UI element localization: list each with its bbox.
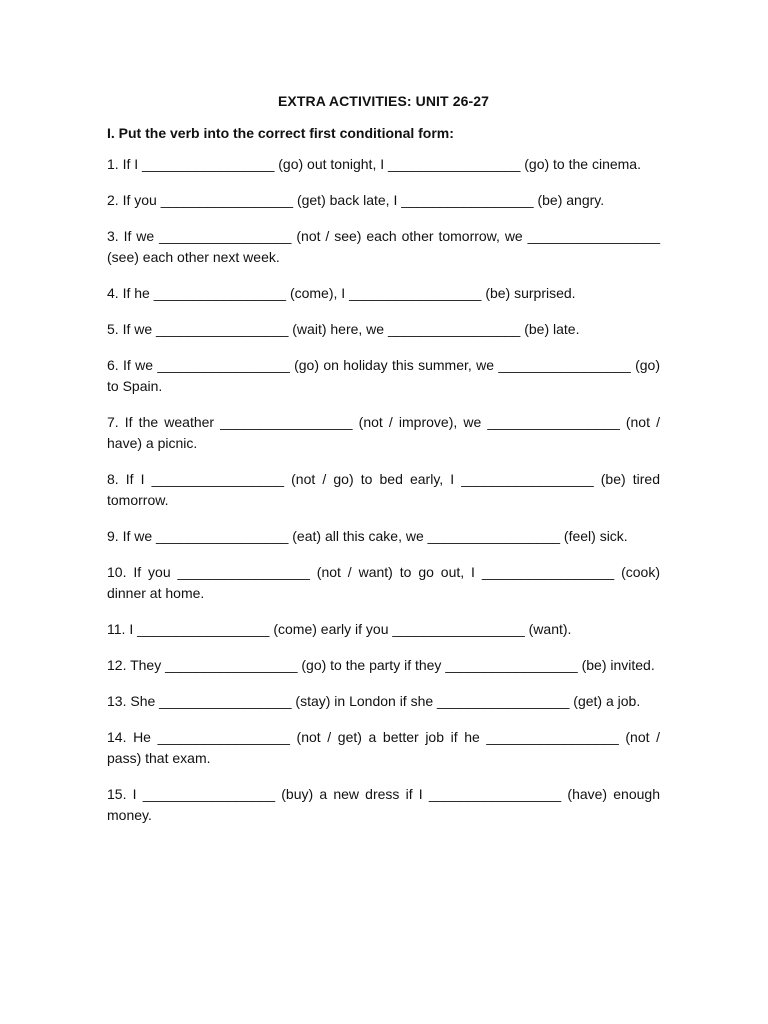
exercise-instruction: I. Put the verb into the correct first conditional form:	[107, 125, 454, 141]
worksheet-page	[107, 92, 660, 841]
worksheet-title: EXTRA ACTIVITIES: UNIT 26-27	[277, 93, 489, 109]
exercise-item-13: 13. She _________________ (stay) in London if she _________________ (get) a job.	[107, 693, 641, 709]
exercise-item-9: 9. If we _________________ (eat) all this cake, we _________________ (feel) sick.	[107, 528, 628, 544]
exercise-item-12: 12. They _________________ (go) to the party if they _________________ (be) invited.	[107, 657, 655, 673]
exercise-item-8: 8. If I _________________ (not / go) to bed early, I _________________ (be) tired tomorrow.	[107, 471, 660, 508]
exercise-item-2: 2. If you _________________ (get) back late, I _________________ (be) angry.	[107, 192, 605, 208]
exercise-item-6: 6. If we _________________ (go) on holiday this summer, we _________________ (go) to Spain.	[107, 357, 660, 394]
exercise-item-5: 5. If we _________________ (wait) here, we _________________ (be) late.	[107, 321, 580, 337]
exercise-item-14: 14. He _________________ (not / get) a better job if he _________________ (not / pass) that exam.	[107, 729, 660, 766]
exercise-item-1: 1. If I _________________ (go) out tonight, I _________________ (go) to the cinema.	[107, 156, 641, 172]
exercise-item-7: 7. If the weather _________________ (not / improve), we _________________ (not / have) a picnic.	[107, 414, 660, 451]
exercise-item-15: 15. I _________________ (buy) a new dress if I _________________ (have) enough money.	[107, 786, 660, 823]
exercise-item-4: 4. If he _________________ (come), I _________________ (be) surprised.	[107, 285, 576, 301]
exercise-item-11: 11. I _________________ (come) early if you _________________ (want).	[107, 621, 572, 637]
exercise-list	[107, 154, 660, 826]
exercise-item-3: 3. If we _________________ (not / see) each other tomorrow, we _________________ (see) each other next week.	[107, 228, 660, 265]
exercise-item-10: 10. If you _________________ (not / want) to go out, I _________________ (cook) dinner at home.	[107, 564, 660, 601]
